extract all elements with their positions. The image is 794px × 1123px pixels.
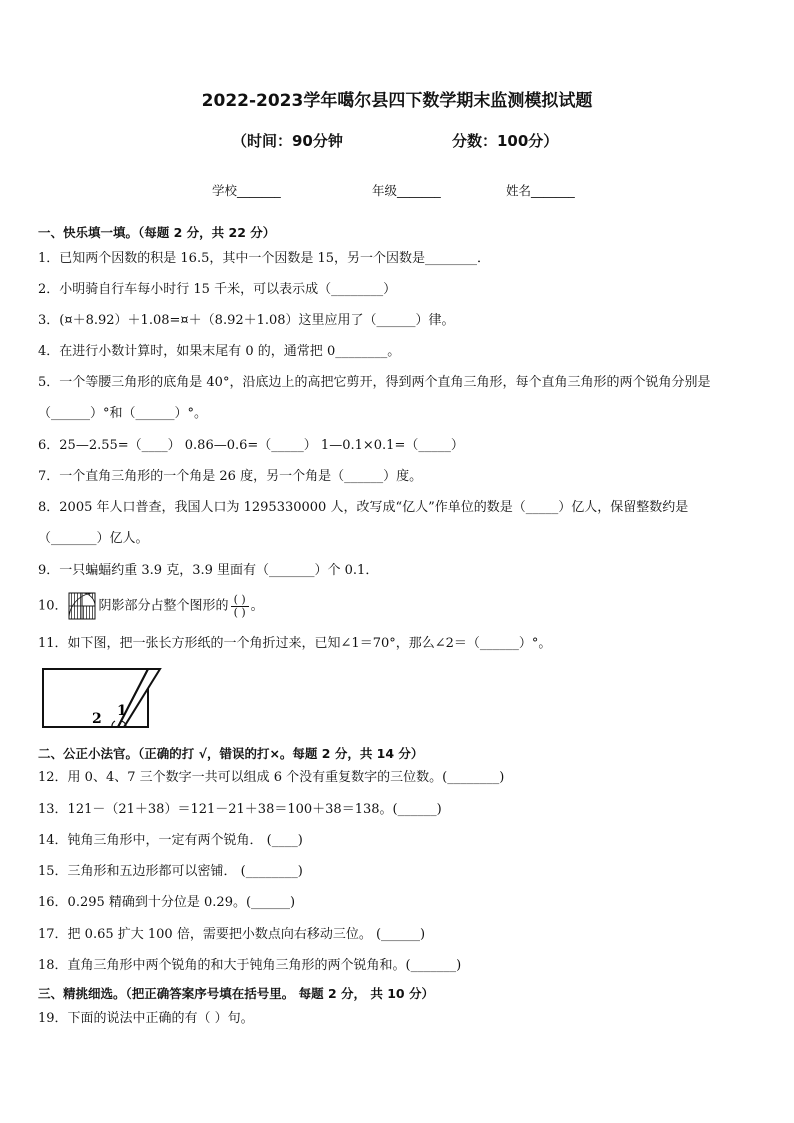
- question-8-line-2: （_______）亿人。: [38, 531, 149, 546]
- fraction-denominator: ( ): [233, 605, 246, 619]
- question-5-line-1: 5．一个等腰三角形的底角是 40°，沿底边上的高把它剪开，得到两个直角三角形，每个直角三角形的两个锐角分别是: [38, 375, 711, 390]
- page-title: 2022-2023学年噶尔县四下数学期末监测模拟试题: [201, 91, 593, 111]
- question-15: 15．三角形和五边形都可以密铺． (________): [38, 864, 303, 879]
- question-10-number: 10．: [38, 598, 68, 614]
- section-1-heading: 一、快乐填一填。（每题 2 分，共 22 分）: [38, 225, 276, 240]
- section-3-heading: 三、精挑细选。（把正确答案序号填在括号里。 每题 2 分， 共 10 分）: [38, 986, 434, 1001]
- time-label: （时间：90分钟: [232, 132, 343, 150]
- school-field[interactable]: 学校_______: [212, 183, 281, 198]
- grade-field[interactable]: 年级_______: [372, 183, 441, 198]
- angle-1-label: 1: [117, 703, 127, 719]
- question-7: 7．一个直角三角形的一个角是 26 度，另一个角是（______）度。: [38, 469, 423, 484]
- question-1: 1．已知两个因数的积是 16.5，其中一个因数是 15，另一个因数是________．: [38, 251, 491, 266]
- shaded-square-figure: [68, 592, 96, 620]
- question-9: 9．一只蝙蝠约重 3.9 克，3.9 里面有（_______）个 0.1．: [38, 563, 379, 578]
- question-10: [38, 592, 264, 621]
- name-field[interactable]: 姓名_______: [506, 183, 575, 198]
- question-16: 16．0.295 精确到十分位是 0.29。(______): [38, 895, 296, 910]
- question-18: 18．直角三角形中两个锐角的和大于钝角三角形的两个锐角和。(_______): [38, 958, 462, 973]
- question-19: 19．下面的说法中正确的有（ ）句。: [38, 1011, 254, 1026]
- question-14: 14．钝角三角形中，一定有两个锐角． (____): [38, 833, 303, 848]
- score-label: 分数：100分）: [452, 132, 559, 150]
- fraction-numerator: ( ): [231, 594, 249, 607]
- folded-rectangle-figure: [40, 666, 164, 732]
- question-4: 4．在进行小数计算时，如果末尾有 0 的，通常把 0________。: [38, 344, 401, 359]
- question-5-line-2: （______）°和（______）°。: [38, 406, 208, 421]
- angle-2-label: 2: [92, 711, 102, 727]
- section-2-heading: 二、公正小法官。（正确的打 √，错误的打×。每题 2 分，共 14 分）: [38, 746, 424, 761]
- question-10-end: 。: [250, 598, 264, 614]
- question-17: 17．把 0.65 扩大 100 倍，需要把小数点向右移动三位。 (______): [38, 927, 426, 942]
- question-10-text: 阴影部分占整个图形的: [98, 598, 229, 614]
- question-13: 13．121－（21＋38）＝121－21＋38＝100＋38＝138。(______): [38, 802, 442, 817]
- question-12: 12．用 0、4、7 三个数字一共可以组成 6 个没有重复数字的三位数。(________): [38, 770, 505, 785]
- question-2: 2．小明骑自行车每小时行 15 千米，可以表示成（________）: [38, 282, 397, 297]
- question-11: 11．如下图，把一张长方形纸的一个角折过来，已知∠1＝70°，那么∠2＝（______）°。: [38, 636, 552, 651]
- question-8-line-1: 8．2005 年人口普查，我国人口为 1295330000 人，改写成“亿人”作单位的数是（_____）亿人，保留整数约是: [38, 500, 689, 515]
- question-6: 6．25—2.55=（____） 0.86—0.6=（_____） 1—0.1×0.1=（_____）: [38, 438, 464, 453]
- question-3: 3．(¤＋8.92）＋1.08=¤＋（8.92＋1.08）这里应用了（______）律。: [38, 313, 455, 328]
- fraction-blank[interactable]: [231, 594, 249, 619]
